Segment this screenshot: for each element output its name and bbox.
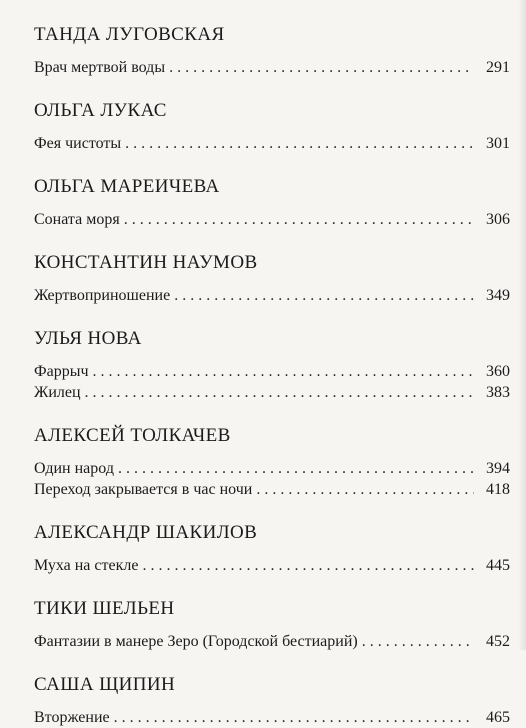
toc-entry[interactable]: [34, 707, 510, 728]
toc-section: [34, 520, 510, 576]
page-number: 452: [486, 633, 510, 650]
section-gap: [34, 306, 510, 326]
page-number: 349: [486, 287, 510, 304]
toc-section: [34, 326, 510, 403]
toc-entry[interactable]: [34, 382, 510, 403]
dot-leader: [256, 479, 474, 500]
page-number: 306: [486, 211, 510, 228]
dot-leader: [169, 57, 474, 78]
dot-leader: [124, 209, 474, 230]
entry-title: Фантазии в манере Зеро (Городской бестиарий): [34, 633, 358, 650]
toc-entry[interactable]: [34, 555, 510, 576]
dot-leader: [142, 555, 474, 576]
page-number: 291: [486, 59, 510, 76]
page-edge-shadow: [518, 0, 526, 650]
entry-title: Один народ: [34, 460, 114, 477]
entry-title: Врач мертвой воды: [34, 59, 166, 76]
section-gap: [34, 652, 510, 672]
dot-leader: [93, 361, 474, 382]
entry-title: Фаррыч: [34, 363, 89, 380]
toc-entry[interactable]: [34, 361, 510, 382]
author-name: ТИКИ ШЕЛЬЕН: [34, 598, 175, 619]
entry-title: Фея чистоты: [34, 135, 122, 152]
section-gap: [34, 78, 510, 98]
toc-section: [34, 98, 510, 154]
toc-section: [34, 250, 510, 306]
author-name: УЛЬЯ НОВА: [34, 328, 142, 349]
dot-leader: [125, 133, 474, 154]
entry-title: Соната моря: [34, 211, 120, 228]
toc-entry[interactable]: [34, 479, 510, 500]
page-number: 383: [486, 384, 510, 401]
section-gap: [34, 500, 510, 520]
page-number: 418: [486, 481, 510, 498]
section-gap: [34, 576, 510, 596]
entry-title: Муха на стекле: [34, 557, 139, 574]
toc-entry[interactable]: [34, 285, 510, 306]
author-name: ТАНДА ЛУГОВСКАЯ: [34, 24, 225, 45]
author-name: КОНСТАНТИН НАУМОВ: [34, 252, 258, 273]
dot-leader: [174, 285, 474, 306]
dot-leader: [114, 707, 474, 728]
author-name: АЛЕКСЕЙ ТОЛКАЧЕВ: [34, 425, 231, 446]
entry-title: Жертвоприношение: [34, 287, 171, 304]
entry-title: Жилец: [34, 384, 81, 401]
toc-section: [34, 174, 510, 230]
section-gap: [34, 154, 510, 174]
page-number: 445: [486, 557, 510, 574]
entry-title: Вторжение: [34, 709, 110, 726]
dot-leader: [85, 382, 474, 403]
author-name: АЛЕКСАНДР ШАКИЛОВ: [34, 522, 258, 543]
toc-entry[interactable]: [34, 57, 510, 78]
section-gap: [34, 403, 510, 423]
toc-entry[interactable]: [34, 458, 510, 479]
toc-entry[interactable]: [34, 133, 510, 154]
page-number: 394: [486, 460, 510, 477]
toc-section: [34, 423, 510, 500]
toc-entry[interactable]: [34, 631, 510, 652]
author-name: САША ЩИПИН: [34, 674, 176, 695]
section-gap: [34, 230, 510, 250]
page-number: 301: [486, 135, 510, 152]
dot-leader: [362, 631, 474, 652]
toc-entry[interactable]: [34, 209, 510, 230]
entry-title: Переход закрывается в час ночи: [34, 481, 253, 498]
toc-section: [34, 596, 510, 652]
page-number: 465: [486, 709, 510, 726]
page-number: 360: [486, 363, 510, 380]
author-name: ОЛЬГА МАРЕИЧЕВА: [34, 176, 220, 197]
author-name: ОЛЬГА ЛУКАС: [34, 100, 167, 121]
dot-leader: [118, 458, 474, 479]
toc-section: [34, 672, 510, 728]
toc-section: [34, 22, 510, 78]
